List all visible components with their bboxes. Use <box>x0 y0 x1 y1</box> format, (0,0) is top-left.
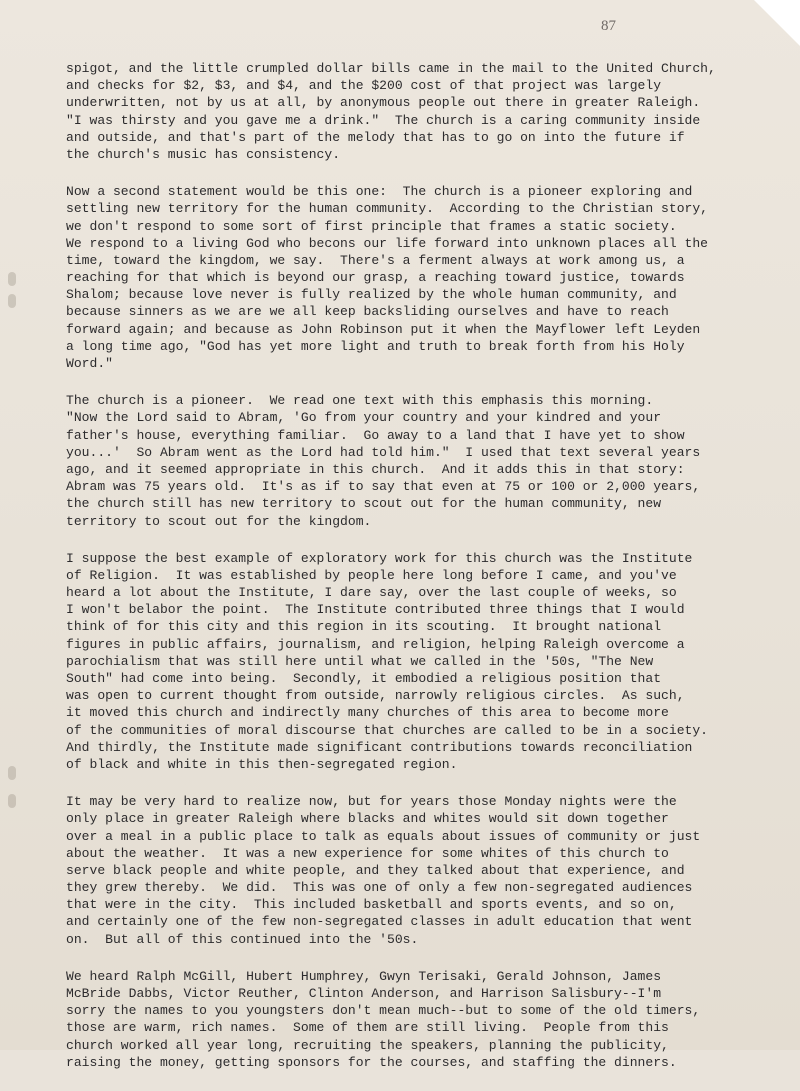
text-line: Now a second statement would be this one: The church is a pioneer exploring and <box>66 184 693 200</box>
text-line: Abram was 75 years old. It's as if to say that even at 75 or 100 or 2,000 years, <box>66 479 701 495</box>
paragraph <box>66 550 756 773</box>
text-line: parochialism that was still here until what we called in the '50s, "The New <box>66 653 654 669</box>
document-body <box>66 60 756 1091</box>
text-line: figures in public affairs, journalism, and religion, helping Raleigh overcome a <box>66 636 685 652</box>
text-line: of black and white in this then-segregated region. <box>66 756 458 772</box>
text-line: "I was thirsty and you gave me a drink." The church is a caring community inside <box>66 112 701 128</box>
text-line: settling new territory for the human community. According to the Christian story, <box>66 201 709 217</box>
text-line: about the weather. It was a new experience for some whites of this church to <box>66 845 669 861</box>
text-line: Word." <box>66 356 113 371</box>
text-line: heard a lot about the Institute, I dare say, over the last couple of weeks, so <box>66 585 677 601</box>
text-line: And thirdly, the Institute made significant contributions towards reconciliation <box>66 739 693 755</box>
binding-mark <box>8 294 16 308</box>
text-line: over a meal in a public place to talk as equals about issues of community or just <box>66 828 701 844</box>
text-line: on. But all of this continued into the '50s. <box>66 931 419 947</box>
text-line: ago, and it seemed appropriate in this church. And it adds this in that story: <box>66 461 685 477</box>
text-line: I suppose the best example of exploratory work for this church was the Institute <box>66 550 693 566</box>
text-line: The church is a pioneer. We read one text with this emphasis this morning. <box>66 393 654 409</box>
text-line: Shalom; because love never is fully realized by the whole human community, and <box>66 287 677 303</box>
paragraph <box>66 968 756 1071</box>
paragraph <box>66 392 756 530</box>
text-line: forward again; and because as John Robinson put it when the Mayflower left Leyden <box>66 321 701 337</box>
text-line: father's house, everything familiar. Go away to a land that I have yet to show <box>66 427 685 443</box>
text-line: serve black people and white people, and they talked about that experience, and <box>66 862 685 878</box>
paragraph <box>66 183 756 372</box>
text-line: because sinners as we are we all keep backsliding ourselves and have to reach <box>66 304 669 320</box>
paragraph <box>66 60 756 163</box>
text-line: of Religion. It was established by people here long before I came, and you've <box>66 567 677 583</box>
text-line: the church's music has consistency. <box>66 146 341 162</box>
text-line: you...' So Abram went as the Lord had told him." I used that text several years <box>66 444 701 460</box>
text-line: spigot, and the little crumpled dollar bills came in the mail to the United Church, <box>66 61 716 76</box>
page-corner-fold <box>754 0 800 46</box>
text-line: territory to scout out for the kingdom. <box>66 513 372 529</box>
text-line: time, toward the kingdom, we say. There's a ferment always at work among us, a <box>66 252 685 268</box>
text-line: church worked all year long, recruiting the speakers, planning the publicity, <box>66 1037 669 1053</box>
text-line: I won't belabor the point. The Institute contributed three things that I would <box>66 602 685 618</box>
text-line: that were in the city. This included basketball and sports events, and so on, <box>66 897 677 913</box>
text-line: It may be very hard to realize now, but for years those Monday nights were the <box>66 794 677 810</box>
text-line: and checks for $2, $3, and $4, and the $200 cost of that project was largely <box>66 78 662 94</box>
text-line: underwritten, not by us at all, by anonymous people out there in greater Raleigh. <box>66 95 701 111</box>
text-line: they grew thereby. We did. This was one of only a few non-segregated audiences <box>66 880 693 896</box>
binding-mark <box>8 766 16 780</box>
text-line: raising the money, getting sponsors for the courses, and staffing the dinners. <box>66 1054 677 1070</box>
text-line: the church still has new territory to scout out for the human community, new <box>66 496 662 512</box>
binding-mark <box>8 794 16 808</box>
text-line: only place in greater Raleigh where blacks and whites would sit down together <box>66 811 669 827</box>
text-line: McBride Dabbs, Victor Reuther, Clinton Anderson, and Harrison Salisbury--I'm <box>66 986 662 1001</box>
text-line: and certainly one of the few non-segregated classes in adult education that went <box>66 914 693 930</box>
binding-mark <box>8 272 16 286</box>
text-line: a long time ago, "God has yet more light and truth to break forth from his Holy <box>66 338 685 354</box>
text-line: reaching for that which is beyond our grasp, a reaching toward justice, towards <box>66 270 685 286</box>
text-line: and outside, and that's part of the melody that has to go on into the future if <box>66 129 685 145</box>
text-line: We respond to a living God who becons our life forward into unknown places all the <box>66 235 709 251</box>
text-line: think of for this city and this region in its scouting. It brought national <box>66 619 662 635</box>
text-line: we don't respond to some sort of first principle that frames a static society. <box>66 218 677 234</box>
text-line: it moved this church and indirectly many churches of this area to become more <box>66 705 669 721</box>
text-line: those are warm, rich names. Some of them are still living. People from this <box>66 1020 669 1036</box>
text-line: We heard Ralph McGill, Hubert Humphrey, Gwyn Terisaki, Gerald Johnson, James <box>66 968 662 984</box>
text-line: of the communities of moral discourse that churches are called to be in a society. <box>66 722 709 738</box>
text-line: "Now the Lord said to Abram, 'Go from your country and your kindred and your <box>66 410 662 426</box>
text-line: South" had come into being. Secondly, it embodied a religious position that <box>66 671 662 686</box>
paragraph <box>66 793 756 948</box>
page-number: 87 <box>601 18 616 34</box>
text-line: sorry the names to you youngsters don't mean much--but to some of the old timers, <box>66 1003 701 1019</box>
text-line: was open to current thought from outside, narrowly religious circles. As such, <box>66 688 685 704</box>
